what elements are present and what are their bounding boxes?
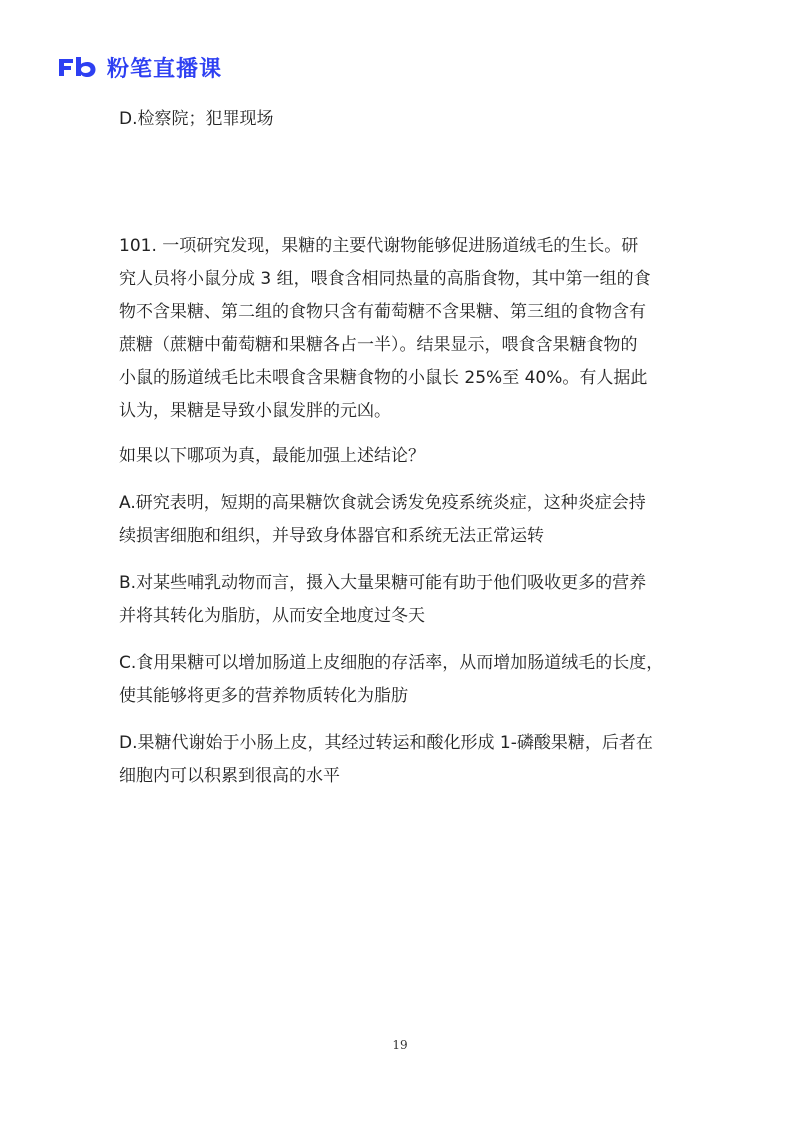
text-line: 究人员将小鼠分成 3 组，喂食含相同热量的高脂食物，其中第一组的食: [119, 269, 651, 289]
text-line: 101. 一项研究发现，果糖的主要代谢物能够促进肠道绒毛的生长。研: [119, 236, 639, 256]
option-a: [119, 487, 699, 553]
text-line: 如果以下哪项为真，最能加强上述结论？: [119, 446, 425, 466]
document-body: [119, 103, 699, 793]
question-stem: [119, 230, 699, 428]
page-number: 19: [392, 1038, 408, 1052]
text-line: 小鼠的肠道绒毛比未喂食含果糖食物的小鼠长 25%至 40%。有人据此: [119, 368, 648, 388]
text-line: D.检察院；犯罪现场: [119, 109, 274, 129]
text-line: B.对某些哺乳动物而言，摄入大量果糖可能有助于他们吸收更多的营养: [119, 573, 647, 593]
text-line: 物不含果糖、第二组的食物只含有葡萄糖不含果糖、第三组的食物含有: [119, 302, 646, 322]
text-line: 使其能够将更多的营养物质转化为脂肪: [119, 686, 408, 706]
brand-name: 粉笔直播课: [107, 56, 223, 82]
text-line: 蔗糖（蔗糖中葡萄糖和果糖各占一半）。结果显示，喂食含果糖食物的: [119, 335, 638, 355]
option-c: [119, 647, 699, 713]
option-d: [119, 727, 699, 793]
fenbi-logo-icon: [57, 55, 99, 79]
text-line: D.果糖代谢始于小肠上皮，其经过转运和酸化形成 1-磷酸果糖，后者在: [119, 733, 653, 753]
text-line: C.食用果糖可以增加肠道上皮细胞的存活率，从而增加肠道绒毛的长度，: [119, 653, 664, 673]
text-line: 并将其转化为脂肪，从而安全地度过冬天: [119, 606, 425, 626]
text-line: A.研究表明，短期的高果糖饮食就会诱发免疫系统炎症，这种炎症会持: [119, 493, 646, 513]
option-b: [119, 567, 699, 633]
text-line: 续损害细胞和组织，并导致身体器官和系统无法正常运转: [119, 526, 544, 546]
text-line: 认为，果糖是导致小鼠发胖的元凶。: [119, 401, 391, 421]
page-header: [57, 52, 222, 82]
text-line: 细胞内可以积累到很高的水平: [119, 766, 340, 786]
question-prompt: [119, 440, 699, 473]
previous-option-d: [119, 103, 699, 136]
